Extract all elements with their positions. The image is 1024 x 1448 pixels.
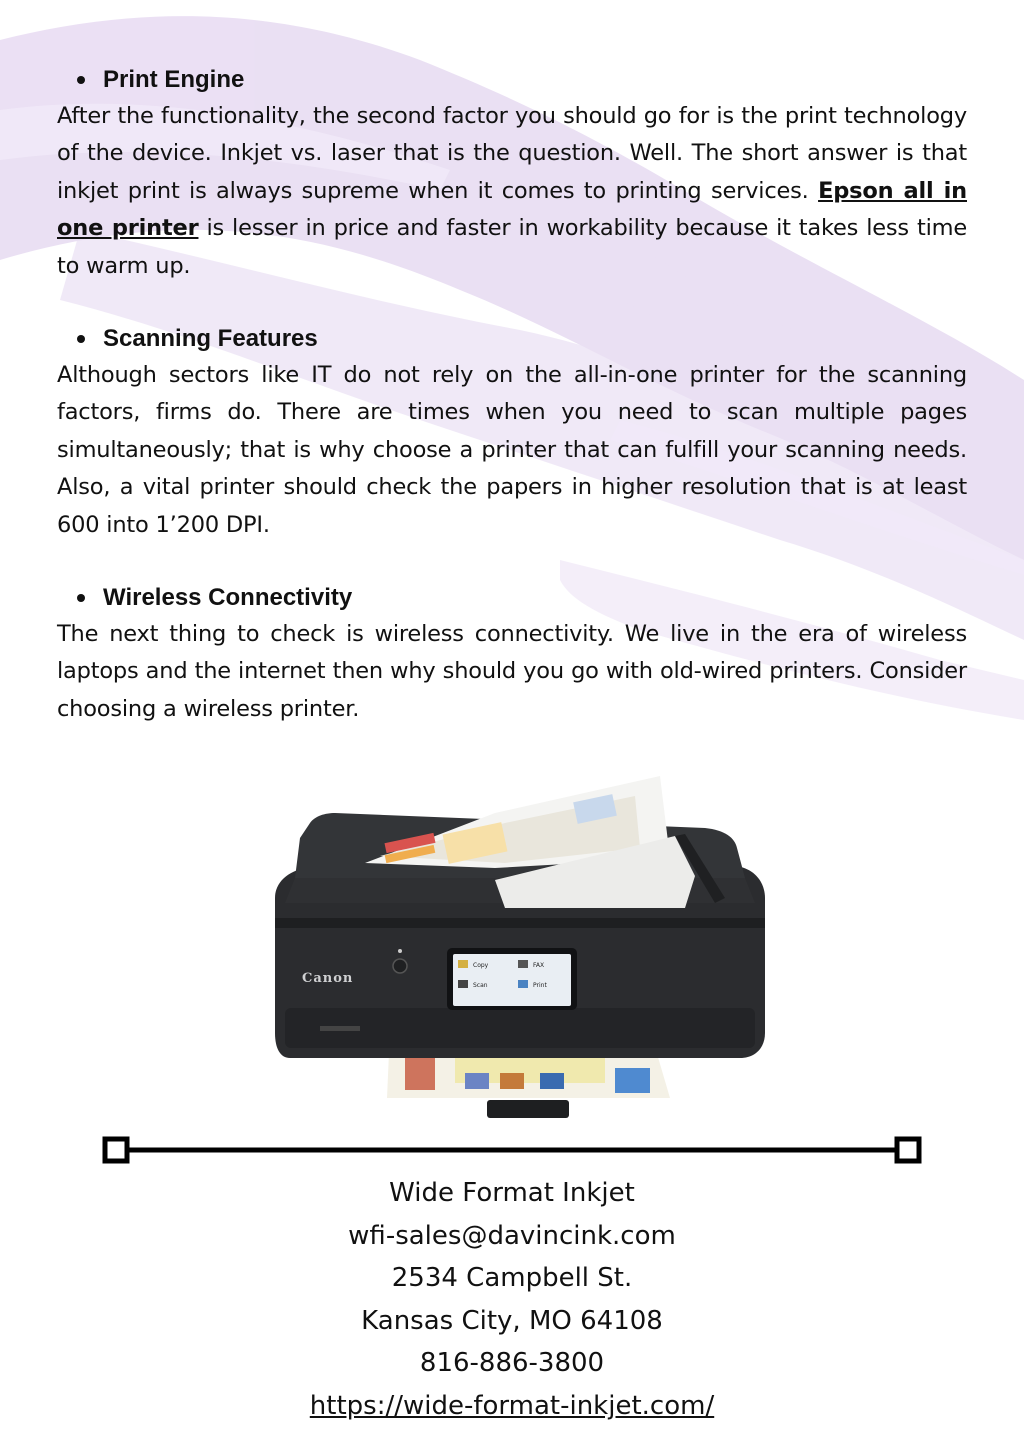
section-wireless-connectivity — [57, 580, 967, 728]
screen-label-copy: Copy — [473, 962, 489, 969]
article-body — [57, 62, 967, 764]
street-address: 2534 Campbell St. — [391, 1263, 633, 1294]
city-state-zip: Kansas City, MO 64108 — [361, 1305, 663, 1336]
section-scanning-features — [57, 321, 967, 544]
paragraph-text: After the functionality, the second factor you should go for is the print technology of the device. Inkjet vs. laser that is the question. Well. The short answer is that inkjet print is always supreme when it comes to printing services. — [57, 103, 967, 204]
section-title: Print Engine — [103, 66, 245, 93]
screen-label-scan: Scan — [473, 982, 488, 989]
contact-footer — [0, 1172, 1024, 1428]
company-name: Wide Format Inkjet — [389, 1178, 635, 1208]
section-heading — [57, 321, 967, 357]
paragraph-text: is lesser in price and faster in workability because it takes less time to warm up. — [57, 215, 967, 279]
bullet-icon — [77, 594, 85, 602]
section-title: Wireless Connectivity — [103, 584, 353, 612]
bullet-icon — [77, 76, 85, 84]
email-address[interactable]: wfi-sales@davincink.com — [348, 1220, 676, 1251]
section-paragraph: The next thing to check is wireless connectivity. We live in the era of wireless laptops and the internet then why should you go with old-wired printers. Consider choosing a wireless printer. — [57, 621, 967, 722]
section-paragraph — [57, 98, 967, 285]
website-link[interactable]: https://wide-format-inkjet.com/ — [309, 1390, 715, 1421]
section-title: Scanning Features — [103, 325, 318, 353]
screen-label-print: Print — [533, 982, 547, 989]
phone-number: 816-886-3800 — [419, 1348, 605, 1379]
screen-label-fax: FAX — [533, 962, 545, 969]
epson-printer-link[interactable]: Epson all in one printer — [57, 177, 967, 242]
section-paragraph: Although sectors like IT do not rely on the all-in-one printer for the scanning factors, firms do. There are times when you need to scan multiple pages simultaneously; that is why choose a printer that can fulfill your scanning needs. Also, a vital printer should check the papers in higher resolution that is at least 600 into 1’200 DPI. — [57, 362, 967, 538]
footer-divider — [102, 1136, 922, 1164]
bullet-icon — [77, 335, 85, 343]
section-print-engine — [57, 62, 967, 285]
printer-brand-logo: Canon — [302, 971, 354, 986]
section-heading — [57, 62, 967, 98]
printer-image — [255, 768, 775, 1128]
section-heading — [57, 580, 967, 616]
